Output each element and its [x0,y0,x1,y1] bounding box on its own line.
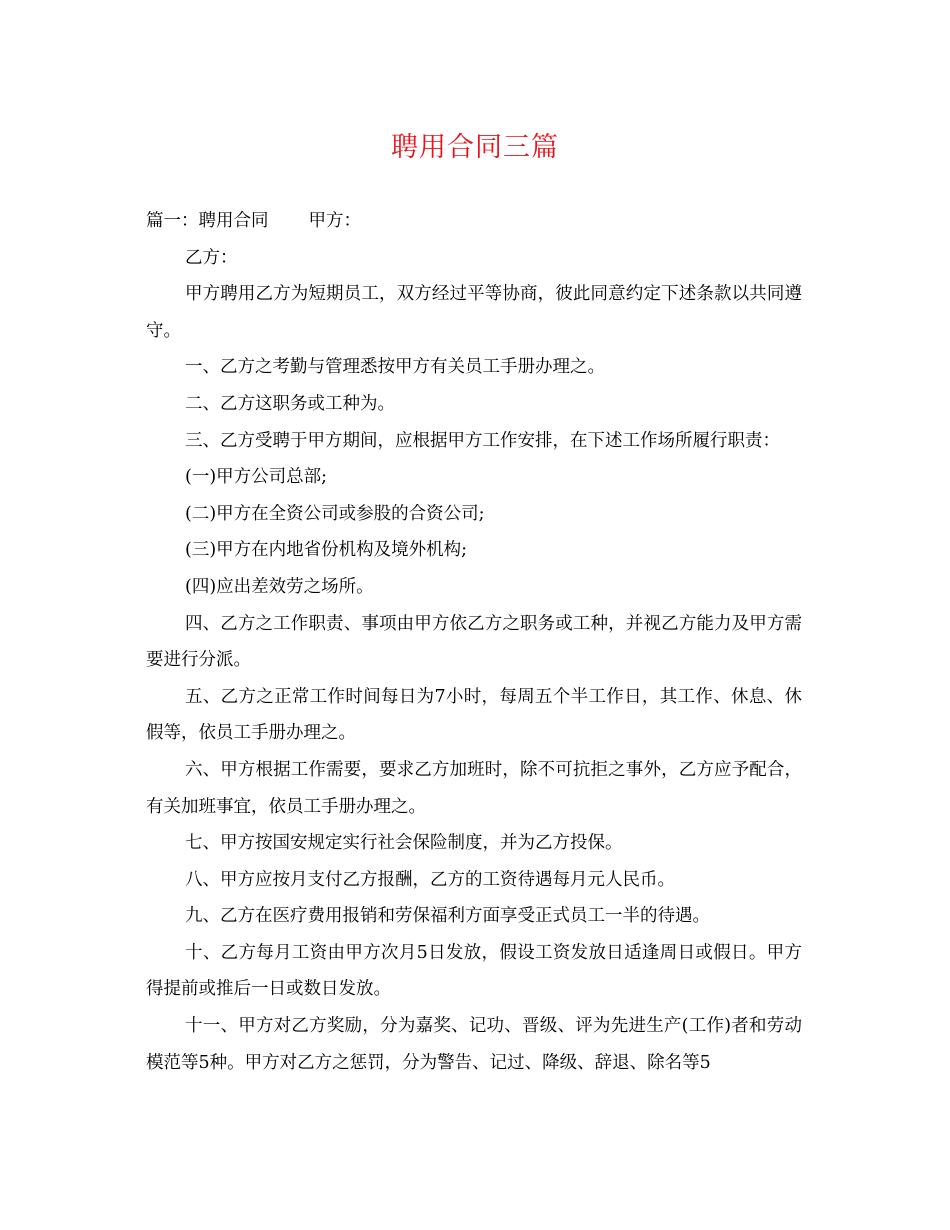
clause-3-item-1: (一)甲方公司总部; [185,467,328,488]
clause-10: 十、乙方每月工资由甲方次月5日发放，假设工资发放日适逢周日或假日。甲方得提前或推后一日或数日发放。 [146,942,802,1000]
clause-3-item-2: (二)甲方在全资公司或参股的合资公司; [185,503,485,524]
clause-3-item-4: (四)应出差效劳之场所。 [185,576,374,597]
clause-9: 九、乙方在医疗费用报销和劳保福利方面享受正式员工一半的待遇。 [185,906,710,927]
party-a-label: 甲方： [308,211,361,231]
clause-5: 五、乙方之正常工作时间每日为7小时，每周五个半工作日，其工作、休息、休假等，依员工手册办理之。 [146,686,802,744]
document-title: 聘用合同三篇 [391,132,559,163]
clause-7: 七、甲方按国安规定实行社会保险制度，并为乙方投保。 [185,833,623,854]
section-heading [146,203,802,240]
clause-3: 三、乙方受聘于甲方期间，应根据甲方工作安排，在下述工作场所履行职责： [185,430,780,451]
section-title: 篇一：聘用合同 [146,211,269,231]
clause-3-item-3: (三)甲方在内地省份机构及境外机构; [185,540,468,561]
clause-6: 六、甲方根据工作需要，要求乙方加班时，除不可抗拒之事外，乙方应予配合，有关加班事宜，依员工手册办理之。 [146,759,802,817]
party-b-label: 乙方： [185,247,238,268]
clause-11: 十一、甲方对乙方奖励，分为嘉奖、记功、晋级、评为先进生产(工作)者和劳动模范等5种。甲方对乙方之惩罚，分为警告、记过、降级、辞退、除名等5 [146,1016,802,1073]
clause-1: 一、乙方之考勤与管理悉按甲方有关员工手册办理之。 [185,357,605,378]
clause-4: 四、乙方之工作职责、事项由甲方依乙方之职务或工种，并视乙方能力及甲方需要进行分派。 [146,613,802,671]
clause-8: 八、甲方应按月支付乙方报酬，乙方的工资待遇每月元人民币。 [185,869,675,890]
paragraph-intro: 甲方聘用乙方为短期员工，双方经过平等协商，彼此同意约定下述条款以共同遵守。 [146,284,802,341]
clause-2: 二、乙方这职务或工种为。 [185,393,395,414]
document-body [146,203,802,1081]
